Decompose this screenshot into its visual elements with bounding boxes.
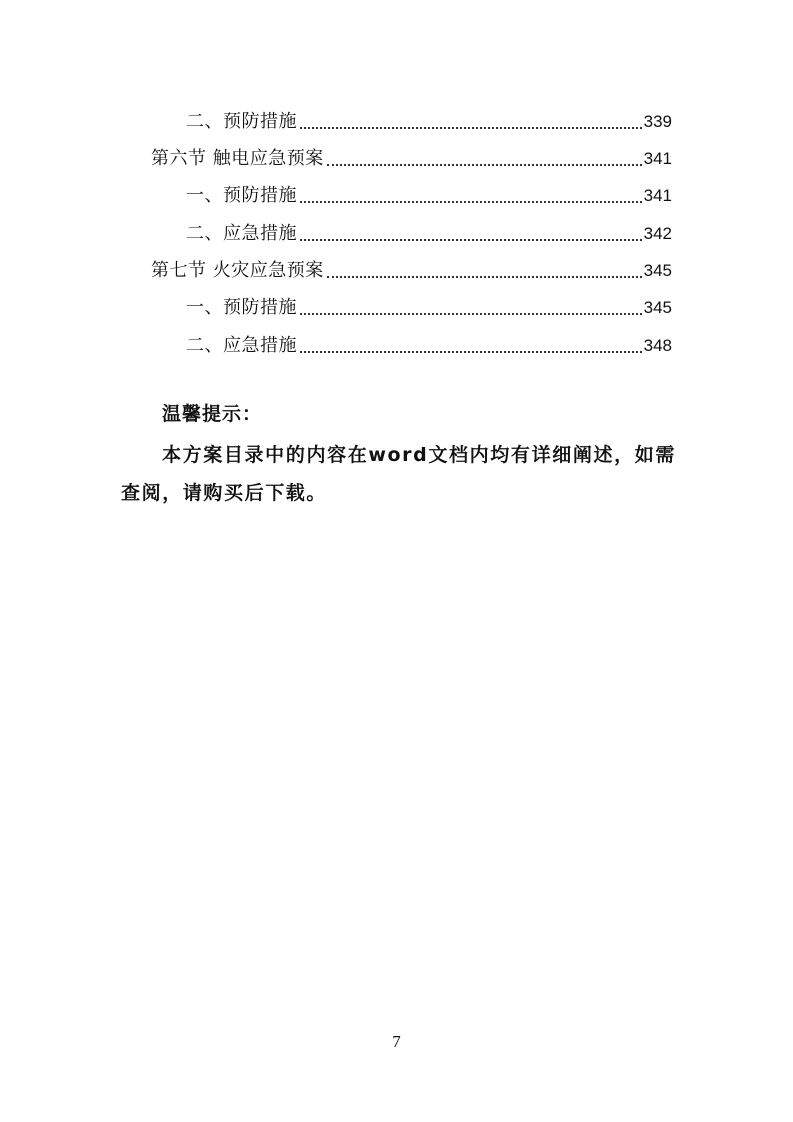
toc-dot-leader [300,239,642,241]
toc-entry-label: 二、应急措施 [186,223,297,244]
toc-entry-label: 一、预防措施 [186,185,297,206]
toc-entry[interactable] [186,104,672,134]
toc-dot-leader [300,127,642,129]
toc-entry[interactable] [186,328,672,358]
toc-entry-label: 二、应急措施 [186,335,297,356]
toc-entry-page: 339 [643,112,672,131]
toc-dot-leader [300,351,642,353]
toc-entry[interactable] [186,216,672,246]
toc-entry-page: 341 [643,149,672,168]
toc-entry-label: 第七节 火灾应急预案 [151,260,324,281]
toc-entry[interactable] [186,178,672,208]
toc-entry[interactable] [151,141,672,171]
toc-entry-page: 345 [643,261,672,280]
toc-entry-page: 345 [643,298,672,317]
page-number: 7 [392,1032,401,1051]
toc-dot-leader [327,276,642,278]
toc-entry-page: 341 [643,186,672,205]
toc-entry-page: 348 [643,336,672,355]
toc-entry-label: 二、预防措施 [186,111,297,132]
toc-dot-leader [300,313,642,315]
toc-entry-page: 342 [643,224,672,243]
toc-entry[interactable] [151,253,672,283]
toc-entry-label: 一、预防措施 [186,297,297,318]
toc-entry[interactable] [186,290,672,320]
toc-dot-leader [300,201,642,203]
toc-dot-leader [327,164,642,166]
notice-body: 本方案目录中的内容在word文档内均有详细阐述，如需查阅，请购买后下载。 [121,444,676,504]
notice-title: 温馨提示： [162,403,263,425]
toc-entry-label: 第六节 触电应急预案 [151,148,324,169]
